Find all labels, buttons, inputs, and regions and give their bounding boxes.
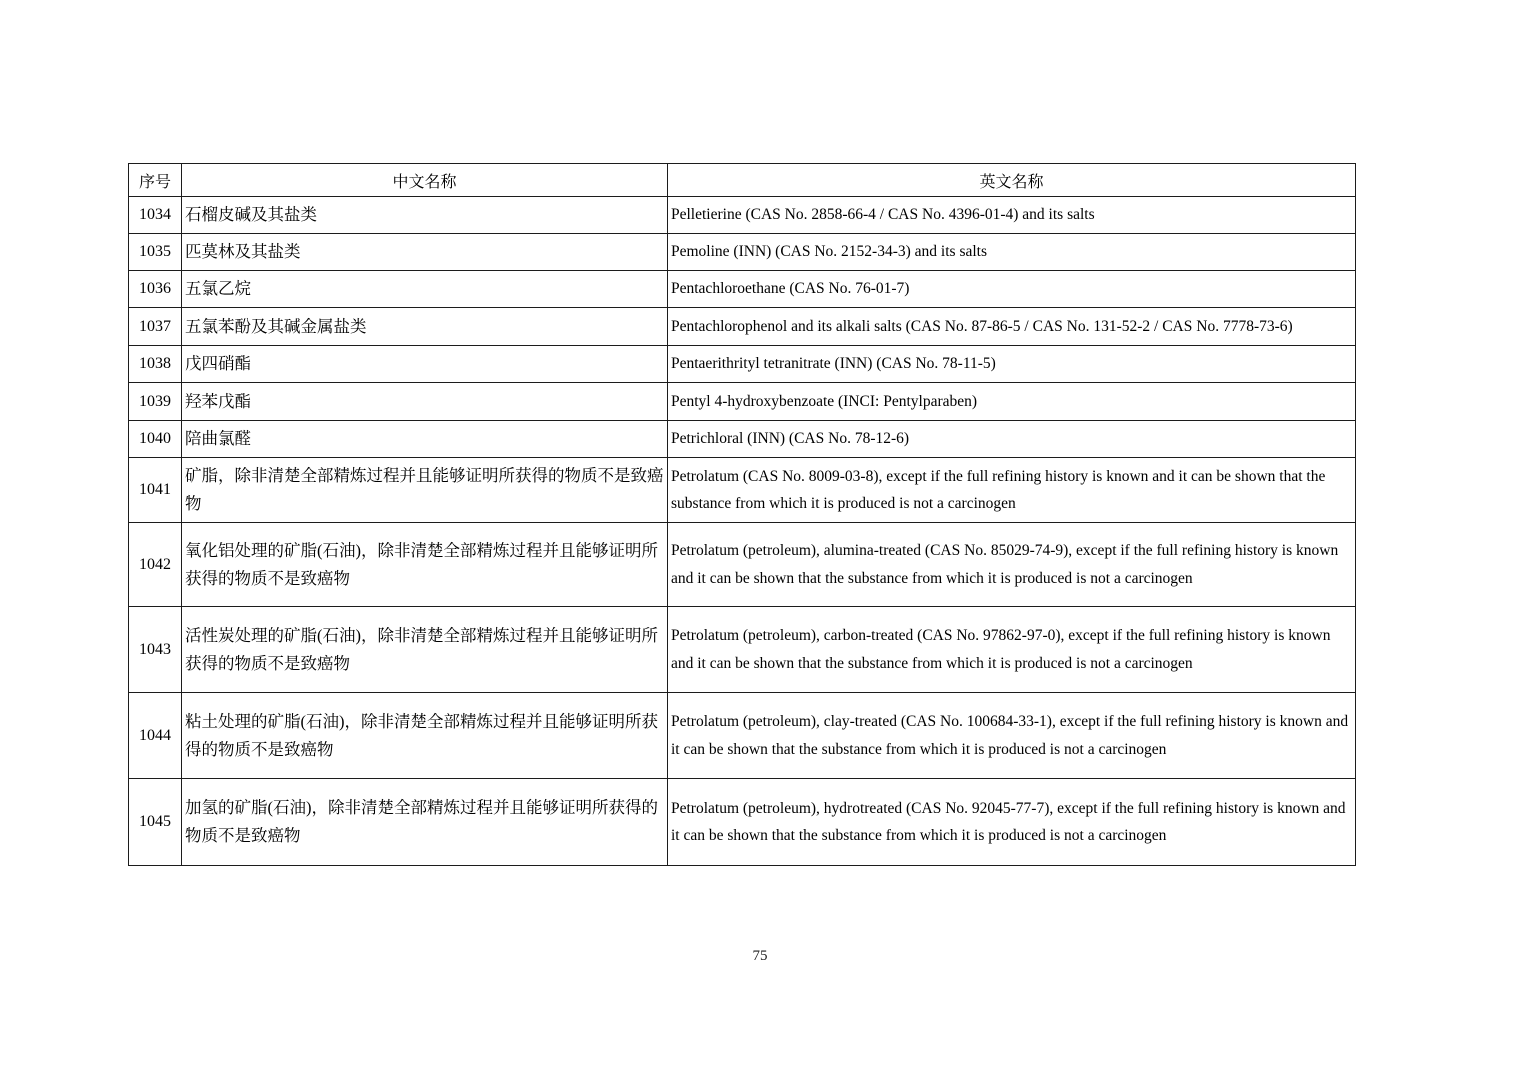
row-number-cell: 1044 bbox=[129, 693, 182, 779]
chinese-name-cell: 戊四硝酯 bbox=[182, 346, 668, 383]
row-number-cell: 1034 bbox=[129, 197, 182, 234]
chinese-name-cell: 矿脂，除非清楚全部精炼过程并且能够证明所获得的物质不是致癌物 bbox=[182, 458, 668, 523]
english-name-cell: Pelletierine (CAS No. 2858-66-4 / CAS No. 4396-01-4) and its salts bbox=[668, 197, 1356, 234]
chinese-name-cell: 匹莫林及其盐类 bbox=[182, 234, 668, 271]
table-row bbox=[129, 271, 1356, 308]
row-number-cell: 1039 bbox=[129, 383, 182, 421]
row-number-cell: 1042 bbox=[129, 523, 182, 607]
chinese-name-cell: 活性炭处理的矿脂(石油)，除非清楚全部精炼过程并且能够证明所获得的物质不是致癌物 bbox=[182, 607, 668, 693]
table-row bbox=[129, 346, 1356, 383]
header-english-name: 英文名称 bbox=[668, 164, 1356, 197]
english-name-cell: Petrolatum (petroleum), carbon-treated (CAS No. 97862-97-0), except if the full refining history is known and it can be shown that the substance from which it is produced is not a carcinogen bbox=[668, 607, 1356, 693]
page-number: 75 bbox=[752, 948, 768, 964]
row-number-cell: 1036 bbox=[129, 271, 182, 308]
table-row bbox=[129, 693, 1356, 779]
row-number-cell: 1045 bbox=[129, 779, 182, 866]
english-name-cell: Petrolatum (petroleum), alumina-treated (CAS No. 85029-74-9), except if the full refining history is known and it can be shown that the substance from which it is produced is not a carcinogen bbox=[668, 523, 1356, 607]
english-name-cell: Pemoline (INN) (CAS No. 2152-34-3) and its salts bbox=[668, 234, 1356, 271]
chinese-name-cell: 陪曲氯醛 bbox=[182, 421, 668, 458]
english-name-cell: Pentachlorophenol and its alkali salts (CAS No. 87-86-5 / CAS No. 131-52-2 / CAS No. 7778-73-6) bbox=[668, 308, 1356, 346]
row-number-cell: 1040 bbox=[129, 421, 182, 458]
table-row bbox=[129, 308, 1356, 346]
english-name-cell: Petrolatum (petroleum), hydrotreated (CAS No. 92045-77-7), except if the full refining history is known and it can be shown that the substance from which it is produced is not a carcinogen bbox=[668, 779, 1356, 866]
table-row bbox=[129, 234, 1356, 271]
english-name-cell: Petrichloral (INN) (CAS No. 78-12-6) bbox=[668, 421, 1356, 458]
chinese-name-cell: 加氢的矿脂(石油)，除非清楚全部精炼过程并且能够证明所获得的物质不是致癌物 bbox=[182, 779, 668, 866]
header-chinese-name: 中文名称 bbox=[182, 164, 668, 197]
chinese-name-cell: 氧化铝处理的矿脂(石油)，除非清楚全部精炼过程并且能够证明所获得的物质不是致癌物 bbox=[182, 523, 668, 607]
chinese-name-cell: 粘土处理的矿脂(石油)，除非清楚全部精炼过程并且能够证明所获得的物质不是致癌物 bbox=[182, 693, 668, 779]
row-number-cell: 1043 bbox=[129, 607, 182, 693]
table-row bbox=[129, 421, 1356, 458]
chinese-name-cell: 五氯乙烷 bbox=[182, 271, 668, 308]
prohibited-ingredients-table bbox=[128, 163, 1356, 866]
table-row bbox=[129, 197, 1356, 234]
row-number-cell: 1037 bbox=[129, 308, 182, 346]
table-row bbox=[129, 779, 1356, 866]
table-row bbox=[129, 523, 1356, 607]
row-number-cell: 1041 bbox=[129, 458, 182, 523]
row-number-cell: 1038 bbox=[129, 346, 182, 383]
english-name-cell: Pentyl 4-hydroxybenzoate (INCI: Pentylparaben) bbox=[668, 383, 1356, 421]
header-serial-number: 序号 bbox=[129, 164, 182, 197]
table-row bbox=[129, 383, 1356, 421]
english-name-cell: Pentaerithrityl tetranitrate (INN) (CAS No. 78-11-5) bbox=[668, 346, 1356, 383]
table-row bbox=[129, 607, 1356, 693]
chinese-name-cell: 石榴皮碱及其盐类 bbox=[182, 197, 668, 234]
english-name-cell: Petrolatum (petroleum), clay-treated (CAS No. 100684-33-1), except if the full refining history is known and it can be shown that the substance from which it is produced is not a carcinogen bbox=[668, 693, 1356, 779]
table-row bbox=[129, 458, 1356, 523]
chinese-name-cell: 五氯苯酚及其碱金属盐类 bbox=[182, 308, 668, 346]
english-name-cell: Pentachloroethane (CAS No. 76-01-7) bbox=[668, 271, 1356, 308]
table-header-row bbox=[129, 164, 1356, 197]
english-name-cell: Petrolatum (CAS No. 8009-03-8), except if the full refining history is known and it can be shown that the substance from which it is produced is not a carcinogen bbox=[668, 458, 1356, 523]
chinese-name-cell: 羟苯戊酯 bbox=[182, 383, 668, 421]
row-number-cell: 1035 bbox=[129, 234, 182, 271]
